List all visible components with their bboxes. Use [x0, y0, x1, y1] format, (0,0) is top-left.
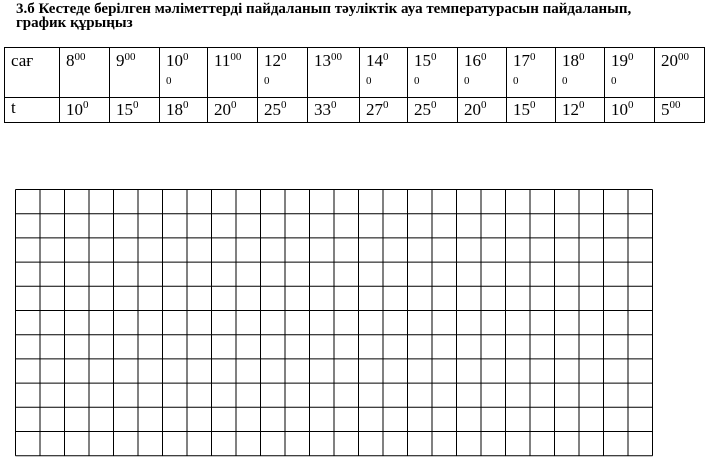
temperature-cell	[110, 98, 160, 123]
temperature-value: 10	[611, 100, 628, 119]
degree-mark: 0	[183, 99, 189, 111]
hour-cell	[605, 48, 655, 98]
hour-minutes-wrap: 0	[464, 75, 470, 87]
degree-mark: 0	[481, 99, 487, 111]
degree-mark: 0	[231, 99, 237, 111]
hour-minutes-wrap: 0	[264, 75, 270, 87]
hour-minutes-wrap: 0	[562, 75, 568, 87]
task-title	[16, 2, 706, 30]
hour-cell	[258, 48, 308, 98]
temperature-value: 20	[464, 100, 481, 119]
hour-cell	[655, 48, 705, 98]
degree-mark: 0	[579, 99, 585, 111]
hour-value: 10	[166, 51, 183, 70]
hour-cell	[308, 48, 360, 98]
hour-cell	[556, 48, 605, 98]
hour-cell	[208, 48, 258, 98]
hour-cell	[160, 48, 208, 98]
hour-minutes: 00	[74, 51, 86, 63]
hour-minutes: 00	[331, 51, 342, 63]
temperature-value: 25	[414, 100, 431, 119]
hour-cell	[60, 48, 110, 98]
task-title-line-1: 3.б Кестеде берілген мәліметтерді пайдаланып тәуліктік ауа температурасын пайдаланып,	[16, 1, 632, 17]
hour-cell	[408, 48, 458, 98]
temperature-row	[5, 98, 705, 123]
hour-value: 14	[366, 51, 383, 70]
temperature-cell	[258, 98, 308, 123]
temperature-row-label: t	[5, 98, 60, 123]
hour-minutes: 0	[431, 51, 437, 63]
degree-mark: 0	[133, 99, 139, 111]
degree-mark: 0	[628, 99, 634, 111]
hour-minutes-wrap: 0	[414, 75, 420, 87]
temperature-value: 25	[264, 100, 281, 119]
hour-value: 8	[66, 51, 75, 70]
hour-minutes: 0	[281, 51, 287, 63]
graph-paper-grid	[15, 189, 655, 457]
temperature-value: 20	[214, 100, 231, 119]
temperature-cell	[208, 98, 258, 123]
hour-row	[5, 48, 705, 98]
hour-minutes-wrap: 0	[611, 75, 617, 87]
hour-cell	[110, 48, 160, 98]
temperature-value: 33	[314, 100, 331, 119]
hour-value: 18	[562, 51, 579, 70]
degree-mark: 0	[383, 99, 389, 111]
degree-mark: 0	[530, 99, 536, 111]
temperature-cell	[360, 98, 408, 123]
hour-minutes: 00	[678, 51, 689, 63]
hour-cell	[458, 48, 507, 98]
hour-value: 11	[214, 51, 231, 70]
hour-minutes: 0	[530, 51, 536, 63]
degree-mark: 00	[669, 99, 681, 111]
temperature-cell	[458, 98, 507, 123]
temperature-cell	[60, 98, 110, 123]
temperature-value: 10	[66, 100, 83, 119]
temperature-cell	[160, 98, 208, 123]
hour-value: 19	[611, 51, 628, 70]
temperature-value: 15	[116, 100, 133, 119]
hour-value: 16	[464, 51, 481, 70]
hour-value: 20	[661, 51, 678, 70]
temperature-cell	[507, 98, 556, 123]
degree-mark: 0	[431, 99, 437, 111]
hour-cell	[360, 48, 408, 98]
degree-mark: 0	[83, 99, 89, 111]
hour-cell	[507, 48, 556, 98]
temperature-value: 18	[166, 100, 183, 119]
hour-minutes-wrap: 0	[366, 75, 372, 87]
degree-mark: 0	[281, 99, 287, 111]
hour-minutes: 00	[124, 51, 136, 63]
temperature-value: 12	[562, 100, 579, 119]
temperature-cell	[556, 98, 605, 123]
hour-minutes: 0	[628, 51, 634, 63]
temperature-cell	[655, 98, 705, 123]
task-title-line-2: график құрыңыз	[16, 15, 133, 31]
hour-row-label: сағ	[5, 48, 60, 98]
graph-paper	[15, 189, 655, 462]
hour-minutes: 0	[183, 51, 189, 63]
temperature-value: 27	[366, 100, 383, 119]
hour-minutes: 0	[579, 51, 585, 63]
hour-minutes-wrap: 0	[513, 75, 519, 87]
degree-mark: 0	[331, 99, 337, 111]
temperature-cell	[308, 98, 360, 123]
hour-value: 13	[314, 51, 331, 70]
hour-value: 12	[264, 51, 281, 70]
hour-minutes: 0	[481, 51, 487, 63]
temperature-value: 5	[661, 100, 670, 119]
hour-minutes-wrap: 0	[166, 75, 172, 87]
temperature-cell	[605, 98, 655, 123]
temperature-table	[4, 47, 705, 123]
hour-value: 17	[513, 51, 530, 70]
temperature-value: 15	[513, 100, 530, 119]
hour-value: 15	[414, 51, 431, 70]
hour-minutes: 00	[230, 51, 242, 63]
temperature-cell	[408, 98, 458, 123]
hour-minutes: 0	[383, 51, 389, 63]
hour-value: 9	[116, 51, 125, 70]
